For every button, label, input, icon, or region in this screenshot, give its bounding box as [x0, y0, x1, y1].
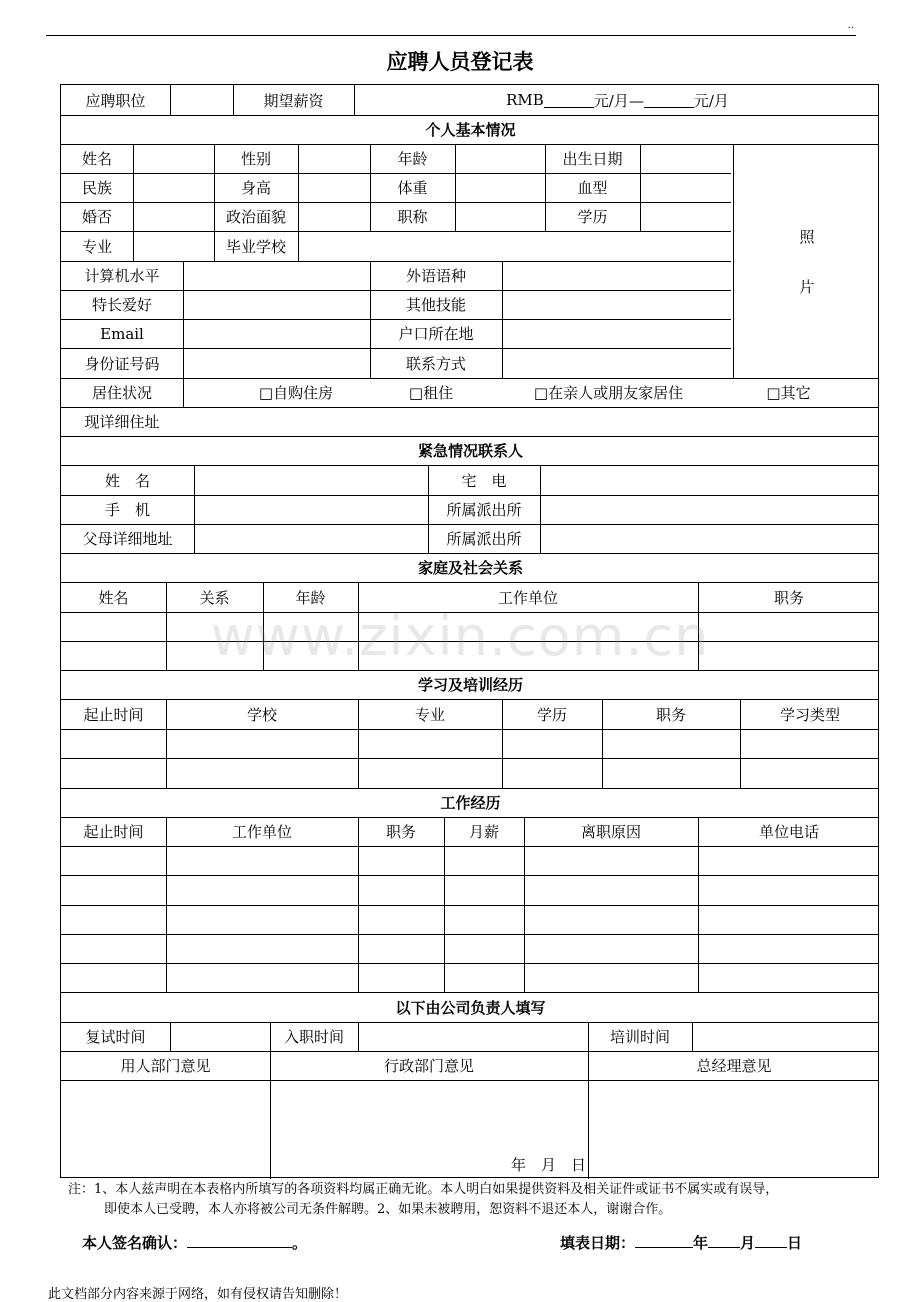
parents-address-label: 父母详细地址: [82, 530, 173, 548]
work-col-period: 起止时间: [83, 823, 144, 841]
email-label: Email: [100, 324, 144, 343]
title-label: 职称: [397, 208, 428, 226]
work-col-position: 职务: [385, 823, 416, 841]
contact-label: 联系方式: [405, 354, 466, 373]
header-dots: ..: [847, 20, 854, 31]
signature-label: 本人签名确认：: [82, 1234, 188, 1252]
gm-opinion-label: 总经理意见: [696, 1057, 772, 1075]
entry-time-label: 入职时间: [283, 1028, 344, 1046]
signature-blank[interactable]: [187, 1233, 292, 1248]
police-station-label-1: 所属派出所: [446, 501, 522, 519]
salary-min-blank[interactable]: [544, 93, 594, 108]
photo-label-1: 照: [799, 227, 815, 246]
emergency-name-label: 姓 名: [104, 471, 150, 490]
housing-relatives-checkbox[interactable]: □在亲人或朋友家居住: [533, 384, 684, 402]
fill-year-blank[interactable]: [635, 1233, 693, 1248]
political-label: 政治面貌: [225, 208, 286, 226]
work-col-reason: 离职原因: [580, 823, 641, 841]
housing-own-checkbox[interactable]: □自购住房: [258, 384, 334, 402]
study-col-period: 起止时间: [83, 705, 144, 724]
section-family: 家庭及社会关系: [417, 559, 523, 577]
fill-day: 日: [787, 1234, 803, 1252]
footer-disclaimer: 此文档部分内容来源于网络，如有侵权请告知删除！: [48, 1287, 348, 1302]
housing-other-checkbox[interactable]: □其它: [766, 384, 811, 402]
salary-label: 期望薪资: [263, 91, 324, 110]
declaration-note: [68, 1180, 848, 1220]
school-label: 毕业学校: [225, 237, 286, 256]
study-col-type: 学习类型: [779, 705, 840, 724]
education-label: 学历: [577, 208, 608, 226]
study-col-school: 学校: [246, 705, 277, 724]
mobile-label: 手 机: [104, 501, 150, 519]
admin-opinion-label: 行政部门意见: [383, 1057, 474, 1075]
salary-prefix: RMB: [506, 91, 544, 109]
blood-label: 血型: [577, 179, 608, 197]
admin-date: 年 月 日: [510, 1155, 586, 1174]
salary-suffix: 元/月: [693, 91, 729, 110]
position-label: 应聘职位: [85, 91, 146, 110]
signature-end: 。: [292, 1234, 308, 1252]
study-col-position: 职务: [655, 705, 686, 724]
header-rule: [46, 35, 856, 36]
computer-label: 计算机水平: [84, 267, 160, 285]
housing-rent-checkbox[interactable]: □租住: [408, 384, 454, 402]
name-label: 姓名: [81, 150, 112, 168]
signature-row: [82, 1232, 307, 1253]
study-col-degree: 学历: [536, 705, 567, 724]
police-station-label-2: 所属派出所: [446, 530, 522, 548]
note-line-2: 即使本人已受聘，本人亦将被公司无条件解聘。2、如果未被聘用，恕资料不退还本人，谢谢合作。: [104, 1202, 672, 1217]
housing-label: 居住状况: [91, 384, 152, 402]
age-label: 年龄: [397, 150, 428, 168]
section-emergency: 紧急情况联系人: [417, 442, 523, 460]
fill-date-row: [560, 1232, 802, 1253]
ethnicity-label: 民族: [81, 179, 112, 197]
section-company: 以下由公司负责人填写: [395, 998, 546, 1017]
weight-label: 体重: [397, 179, 428, 197]
height-label: 身高: [240, 179, 271, 197]
salary-range[interactable]: [355, 85, 880, 115]
home-phone-label: 宅 电: [461, 471, 507, 490]
idcard-label: 身份证号码: [84, 354, 160, 373]
section-work: 工作经历: [440, 794, 501, 812]
family-col-relation: 关系: [199, 588, 230, 607]
section-study: 学习及培训经历: [417, 676, 523, 694]
skills-label: 其他技能: [405, 296, 466, 314]
hukou-label: 户口所在地: [398, 325, 474, 343]
work-col-phone: 单位电话: [758, 823, 819, 841]
address-label: 现详细住址: [84, 413, 160, 431]
work-col-employer: 工作单位: [231, 823, 292, 841]
salary-mid: 元/月—: [593, 91, 644, 110]
fill-year: 年: [693, 1234, 709, 1252]
fill-day-blank[interactable]: [755, 1233, 787, 1248]
family-col-name: 姓名: [98, 588, 129, 607]
salary-max-blank[interactable]: [644, 93, 694, 108]
photo-label-2: 片: [799, 277, 815, 296]
watermark: www.zixin.com.cn: [210, 605, 710, 668]
family-col-age: 年龄: [295, 588, 326, 607]
birth-label: 出生日期: [562, 150, 623, 168]
section-basic-info: 个人基本情况: [425, 121, 516, 139]
fill-date-label: 填表日期：: [560, 1234, 636, 1252]
language-label: 外语语种: [405, 267, 466, 285]
family-col-position: 职务: [773, 588, 804, 607]
family-col-employer: 工作单位: [497, 588, 558, 607]
work-col-salary: 月薪: [468, 823, 499, 841]
position-input[interactable]: [171, 85, 233, 115]
study-col-major: 专业: [414, 705, 445, 724]
hobby-label: 特长爱好: [91, 296, 152, 314]
form-title: 应聘人员登记表: [386, 50, 534, 74]
marital-label: 婚否: [81, 208, 112, 226]
fill-month: 月: [740, 1234, 756, 1252]
training-time-label: 培训时间: [609, 1028, 670, 1046]
fill-month-blank[interactable]: [708, 1233, 740, 1248]
dept-opinion-label: 用人部门意见: [120, 1057, 211, 1075]
major-label: 专业: [81, 237, 112, 256]
note-line-1: 注：1、本人兹声明在本表格内所填写的各项资料均属正确无讹。本人明白如果提供资料及相关证件或证书不属实或有误导，: [68, 1182, 779, 1197]
gender-label: 性别: [240, 150, 271, 168]
retest-time-label: 复试时间: [85, 1028, 146, 1046]
